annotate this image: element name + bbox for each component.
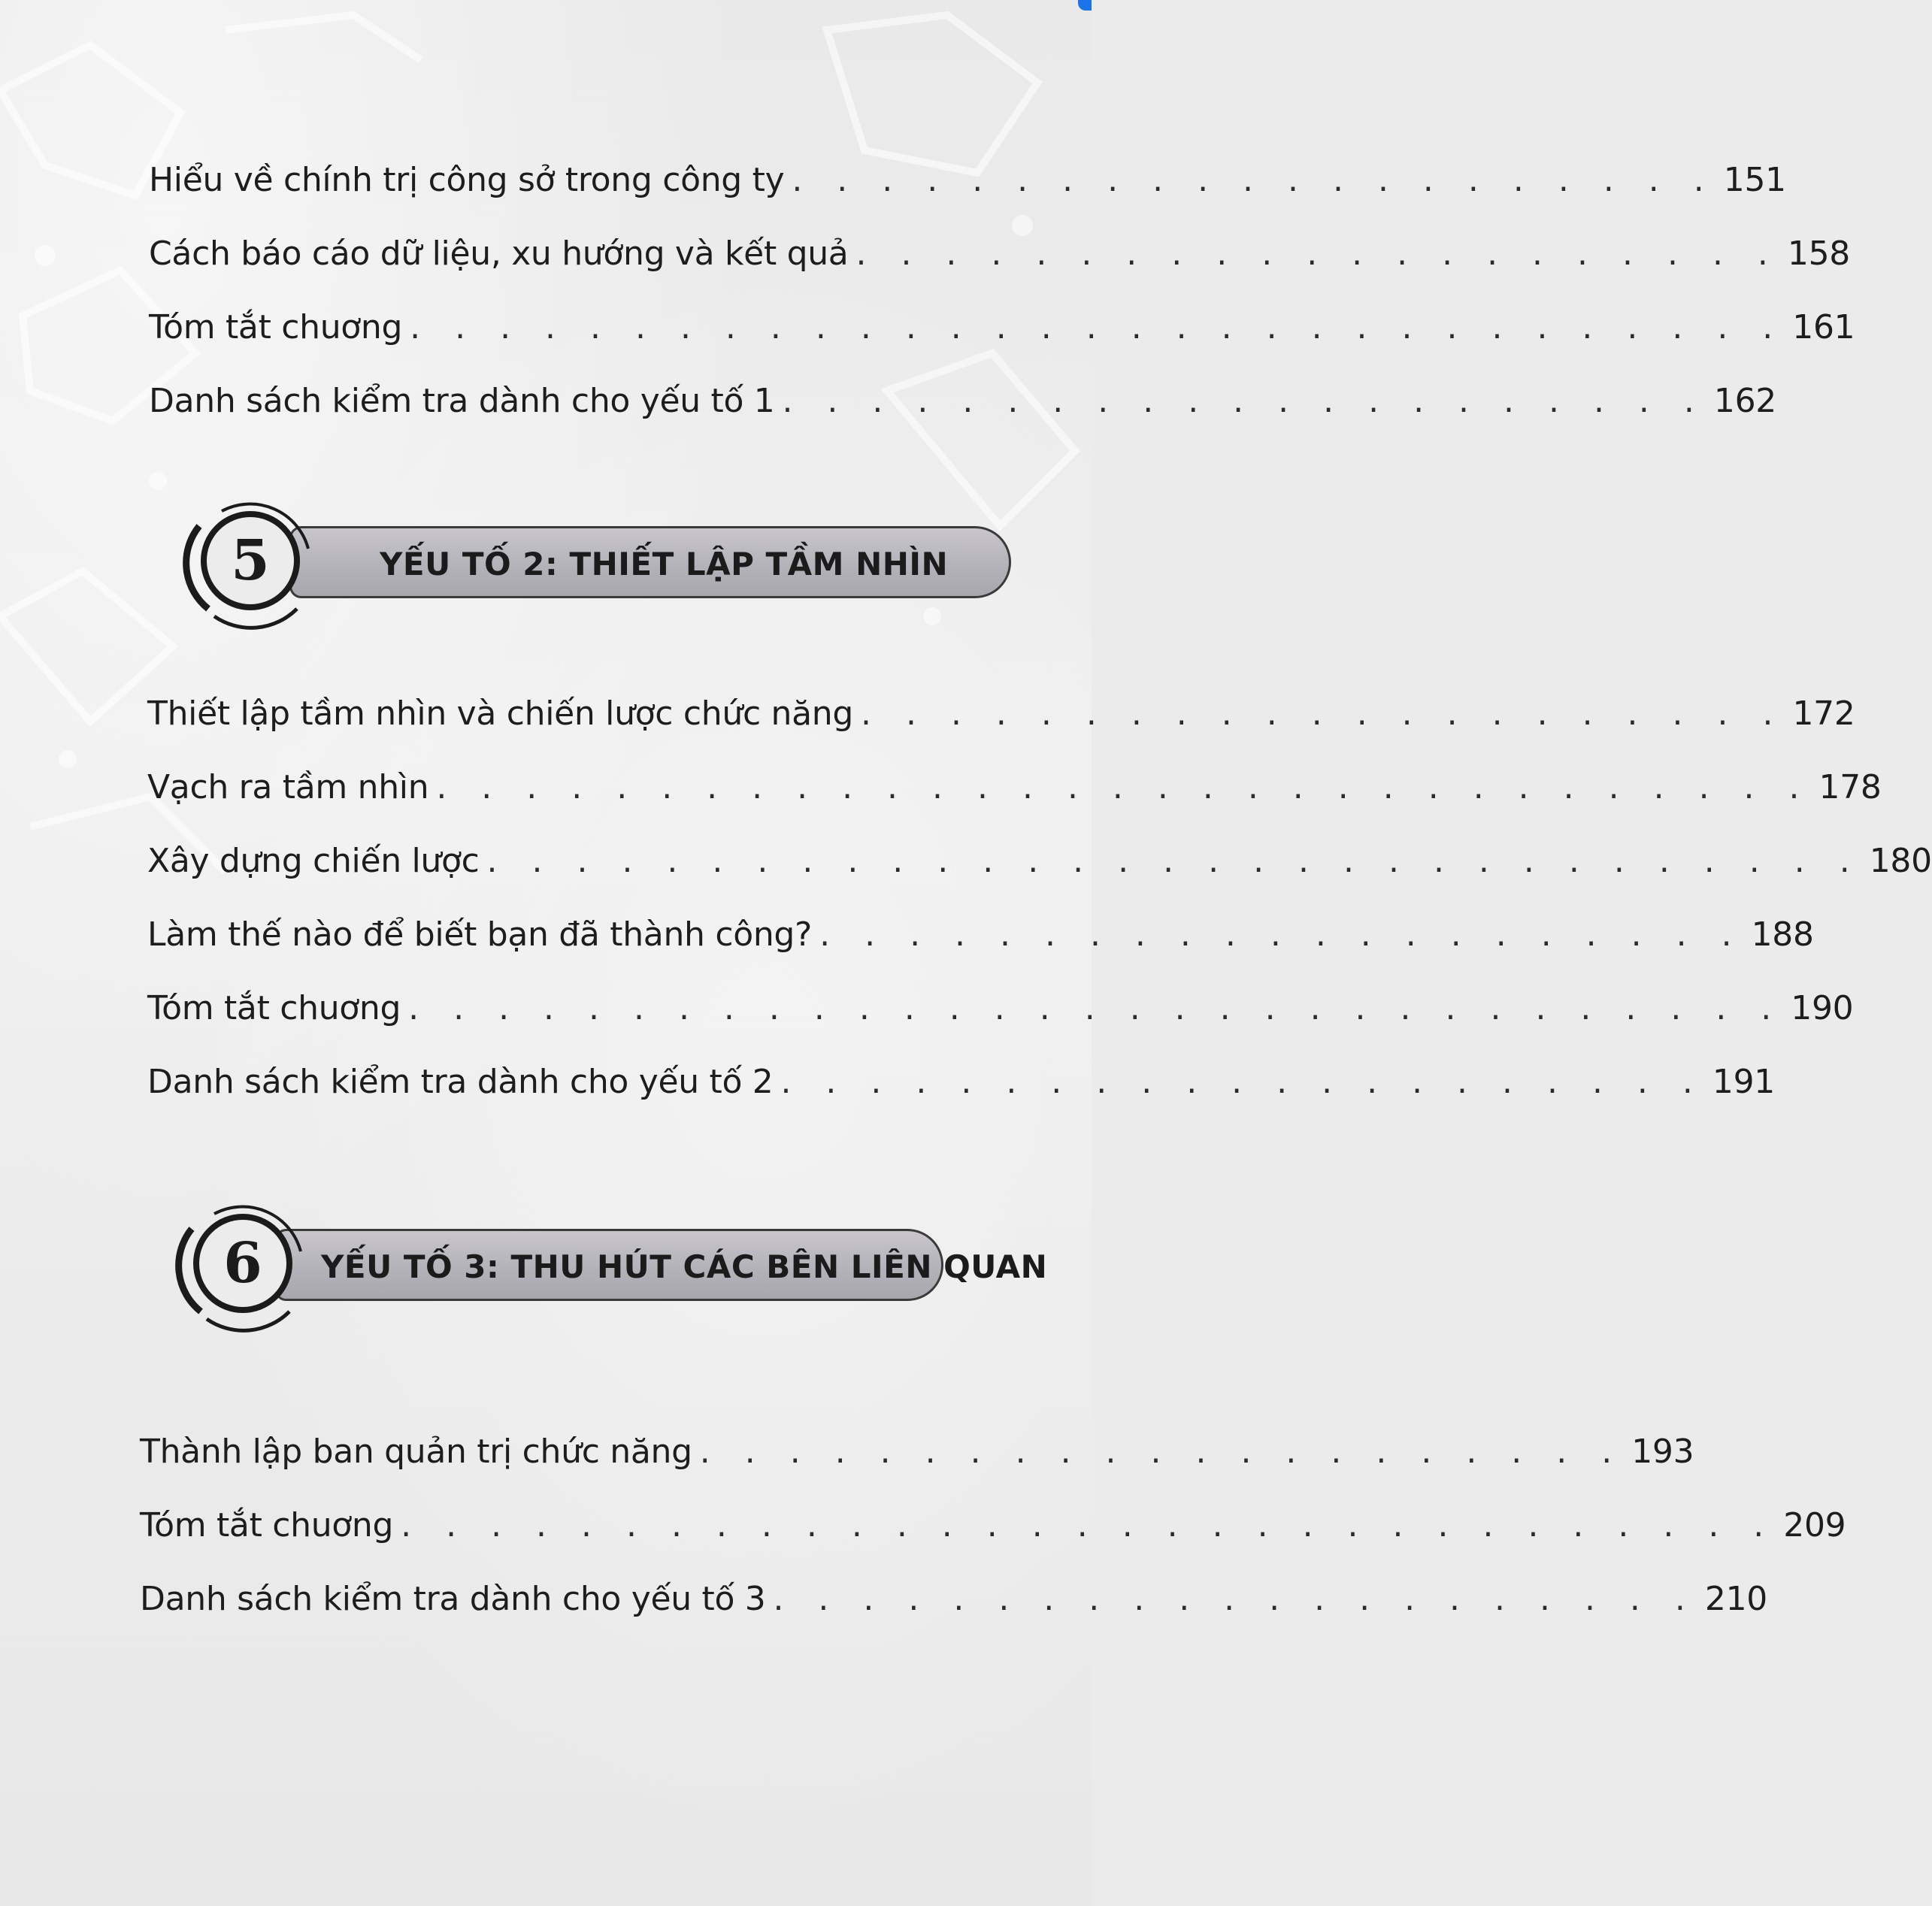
toc-entry bbox=[147, 1060, 1775, 1105]
entry-title: Tóm tắt chuơng bbox=[140, 1506, 394, 1544]
dot-leader: . . . . . . . . . . . . . . . . . . . . . bbox=[819, 915, 1744, 954]
dot-leader: . . . . . . . . . . . . . . . . . . . . . . . . . . . . . . . bbox=[486, 842, 1862, 880]
toc-entry bbox=[147, 986, 1854, 1031]
entry-page-number: 172 bbox=[1792, 694, 1855, 733]
entry-page-number: 193 bbox=[1631, 1433, 1694, 1471]
toc-entry bbox=[149, 231, 1851, 277]
toc-entry bbox=[140, 1430, 1694, 1475]
dot-leader: . . . . . . . . . . . . . . . . . . . . . bbox=[782, 382, 1706, 420]
dot-leader: . . . . . . . . . . . . . . . . . . . . . bbox=[780, 1063, 1705, 1101]
toc-entry bbox=[140, 1503, 1846, 1548]
toc-entry bbox=[149, 158, 1786, 203]
dot-leader: . . . . . . . . . . . . . . . . . . . . . bbox=[773, 1580, 1697, 1618]
chapter-banner-5 bbox=[169, 496, 1011, 624]
entry-page-number: 178 bbox=[1818, 768, 1882, 806]
entry-title: Xây dựng chiến lược bbox=[147, 842, 480, 880]
toc-entry bbox=[140, 1577, 1767, 1622]
toc-entry bbox=[149, 305, 1855, 350]
chapter-title: YẾU TỐ 2: THIẾT LẬP TẦM NHÌN bbox=[380, 546, 949, 582]
dot-leader: . . . . . . . . . . . . . . . . . . . . . bbox=[699, 1433, 1625, 1471]
dot-leader: . . . . . . . . . . . . . . . . . . . . . . . . . . . . . . . bbox=[436, 768, 1812, 806]
background-circuit-pattern bbox=[0, 0, 1092, 977]
entry-title: Làm thế nào để biết bạn đã thành công? bbox=[147, 915, 813, 954]
entry-page-number: 190 bbox=[1791, 989, 1854, 1027]
entry-page-number: 180 bbox=[1869, 842, 1932, 880]
entry-title: Cách báo cáo dữ liệu, xu hướng và kết quả bbox=[149, 234, 849, 273]
entry-title: Danh sách kiểm tra dành cho yếu tố 1 bbox=[149, 382, 775, 420]
entry-page-number: 151 bbox=[1723, 161, 1786, 199]
dot-leader: . . . . . . . . . . . . . . . . . . . . . bbox=[855, 234, 1780, 273]
toc-entry bbox=[147, 912, 1814, 958]
toc-entry bbox=[147, 765, 1882, 810]
entry-page-number: 210 bbox=[1704, 1580, 1767, 1618]
toc-entry bbox=[147, 691, 1855, 737]
chapter-number: 6 bbox=[223, 1231, 262, 1296]
entry-title: Danh sách kiểm tra dành cho yếu tố 2 bbox=[147, 1063, 774, 1101]
entry-title: Hiểu về chính trị công sở trong công ty bbox=[149, 161, 785, 199]
entry-page-number: 191 bbox=[1712, 1063, 1775, 1101]
entry-title: Thành lập ban quản trị chức năng bbox=[140, 1433, 692, 1471]
entry-page-number: 162 bbox=[1713, 382, 1776, 420]
entry-page-number: 161 bbox=[1792, 308, 1855, 346]
entry-title: Tóm tắt chuơng bbox=[149, 308, 403, 346]
chapter-number: 5 bbox=[231, 528, 270, 593]
entry-title: Vạch ra tầm nhìn bbox=[147, 768, 429, 806]
chapter-banner-6 bbox=[162, 1199, 1048, 1327]
entry-page-number: 188 bbox=[1751, 915, 1814, 954]
toc-entry bbox=[147, 839, 1932, 884]
chapter-title: YẾU TỐ 3: THU HÚT CÁC BÊN LIÊN QUAN bbox=[321, 1248, 1048, 1285]
entry-title: Danh sách kiểm tra dành cho yếu tố 3 bbox=[140, 1580, 766, 1618]
entry-page-number: 158 bbox=[1787, 234, 1851, 273]
entry-title: Thiết lập tầm nhìn và chiến lược chức năng bbox=[147, 694, 853, 733]
dot-leader: . . . . . . . . . . . . . . . . . . . . . bbox=[792, 161, 1716, 199]
entry-page-number: 209 bbox=[1783, 1506, 1846, 1544]
toc-entry bbox=[149, 379, 1776, 424]
dot-leader: . . . . . . . . . . . . . . . . . . . . . . . . . . . . . . . bbox=[401, 1506, 1776, 1544]
entry-title: Tóm tắt chuơng bbox=[147, 989, 401, 1027]
dot-leader: . . . . . . . . . . . . . . . . . . . . . bbox=[861, 694, 1785, 733]
dot-leader: . . . . . . . . . . . . . . . . . . . . . . . . . . . . . . . bbox=[410, 308, 1785, 346]
dot-leader: . . . . . . . . . . . . . . . . . . . . . . . . . . . . . . . bbox=[408, 989, 1784, 1027]
